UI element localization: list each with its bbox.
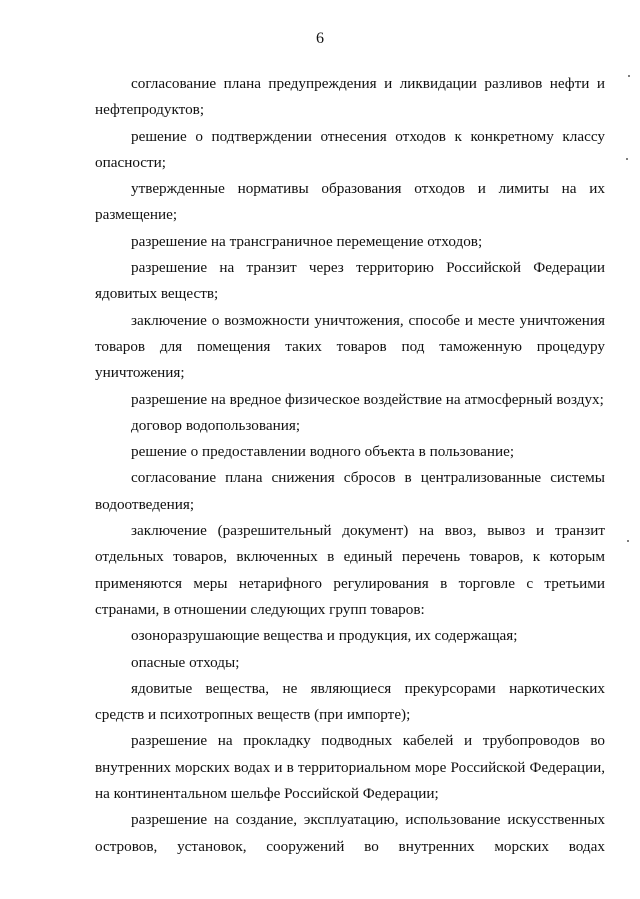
list-item: заключение (разрешительный документ) на ввоз, вывоз и транзит отдельных товаров, включенных в единый перечень товаров, к которым применяются меры нетарифного регулирования в торговле с третьими странами, в отношении следующих групп товаров: (95, 522, 605, 618)
list-item: согласование плана предупреждения и ликвидации разливов нефти и нефтепродуктов; (95, 75, 605, 119)
list-item: ядовитые вещества, не являющиеся прекурсорами наркотических средств и психотропных веществ (при импорте); (95, 679, 605, 724)
list-item: согласование плана снижения сбросов в централизованные системы водоотведения; (95, 469, 605, 513)
list-item: решение о подтверждении отнесения отходов к конкретному классу опасности; (95, 127, 605, 171)
scan-speck (626, 158, 628, 160)
list-item: заключение о возможности уничтожения, способе и месте уничтожения товаров для помещения таких товаров под таможенную процедуру уничтожения; (95, 311, 605, 382)
list-item: опасные отходы; (131, 653, 240, 671)
scan-speck (627, 540, 629, 542)
list-item: договор водопользования; (131, 416, 301, 434)
list-item: разрешение на трансграничное перемещение отходов; (131, 232, 483, 250)
list-item: разрешение на создание, эксплуатацию, использование искусственных островов, установок, сооружений во внутренних морских водах (95, 811, 605, 855)
document-body (95, 71, 605, 860)
list-item: утвержденные нормативы образования отходов и лимиты на их размещение; (95, 180, 605, 224)
list-item: разрешение на транзит через территорию Российской Федерации ядовитых веществ; (95, 259, 605, 303)
page-number: 6 (316, 30, 324, 47)
list-item: озоноразрушающие вещества и продукция, их содержащая; (131, 627, 518, 645)
list-item: разрешение на вредное физическое воздействие на атмосферный воздух; (131, 390, 604, 408)
scan-speck (628, 75, 630, 77)
list-item: решение о предоставлении водного объекта в пользование; (131, 443, 515, 461)
list-item: разрешение на прокладку подводных кабелей и трубопроводов во внутренних морских водах и в территориальном море Российской Федерации, на континентальном шельфе Российской Федерации; (95, 732, 605, 803)
